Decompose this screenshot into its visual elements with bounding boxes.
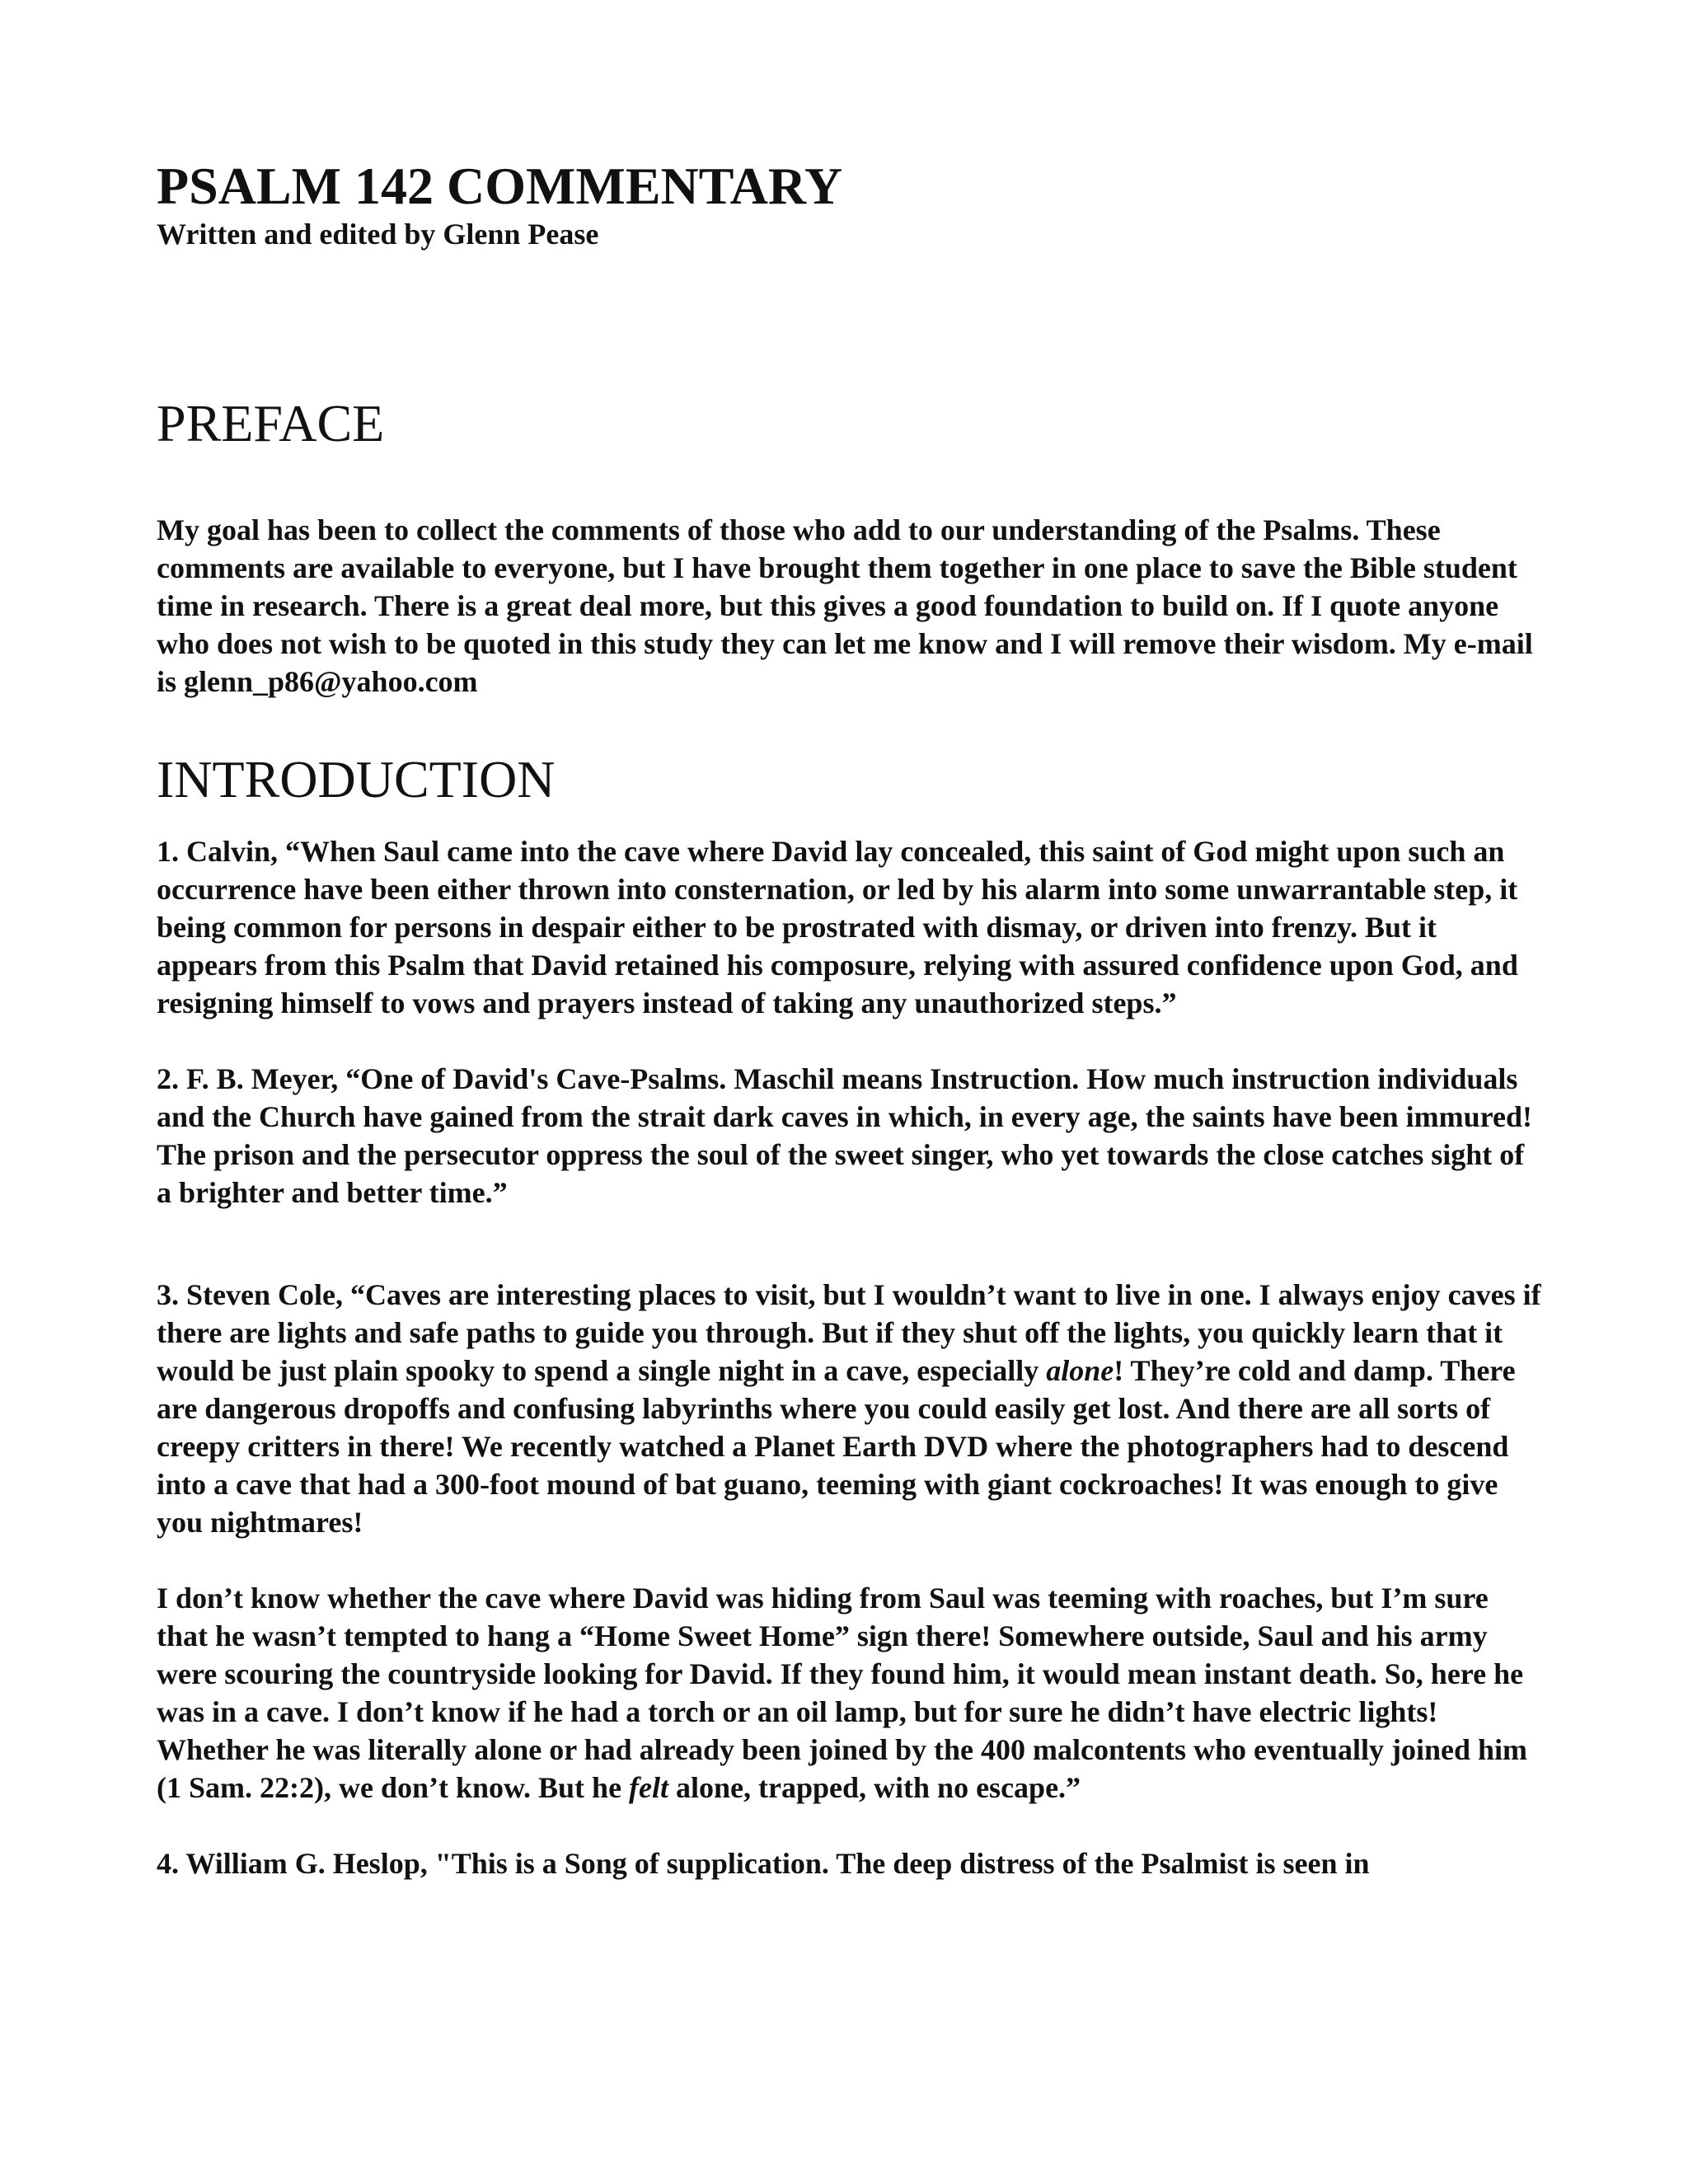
preface-heading: PREFACE (157, 394, 385, 452)
intro-item-3-continued-text-a: I don’t know whether the cave where David was hiding from Saul was teeming with roaches, but I’m sure that he wasn’t tempted to hang a “Home Sweet Home” sign there! Somewhere outside, Saul and his army were scouring the countryside looking for David. If they found him, it would mean instant death. So, here he was in a cave. I don’t know if he had a torch or an oil lamp, but for sure he didn’t have electric lights! Whether he was literally alone or had already been joined by the 400 malcontents who eventually joined him (1 Sam. 22:2), we don’t know. But he (157, 1582, 1528, 1804)
intro-item-3-continued-emphasis: felt (629, 1771, 669, 1804)
intro-item-3 (157, 1276, 1541, 1541)
document-page (157, 157, 1541, 1882)
introduction-heading: INTRODUCTION (157, 750, 556, 808)
intro-item-3-emphasis: alone (1046, 1354, 1114, 1387)
document-title: PSALM 142 COMMENTARY (157, 157, 843, 215)
intro-item-3-continued (157, 1579, 1541, 1807)
intro-item-4: 4. William G. Heslop, "This is a Song of supplication. The deep distress of the Psalmist is seen in (157, 1847, 1370, 1880)
intro-item-1: 1. Calvin, “When Saul came into the cave where David lay concealed, this saint of God might upon such an occurrence have been either thrown into consternation, or led by his alarm into some unwarrantable step, it being common for persons in despair either to be prostrated with dismay, or driven into frenzy. But it appears from this Psalm that David retained his composure, relying with assured confidence upon God, and resigning himself to vows and prayers instead of taking any unauthorized steps.” (157, 835, 1518, 1019)
intro-item-3-continued-text-b: alone, trapped, with no escape.” (668, 1771, 1081, 1804)
intro-item-2: 2. F. B. Meyer, “One of David's Cave-Psalms. Maschil means Instruction. How much instruction individuals and the Church have gained from the strait dark caves in which, in every age, the saints have been immured! The prison and the persecutor oppress the soul of the sweet singer, who yet towards the close catches sight of a brighter and better time.” (157, 1062, 1532, 1209)
intro-item-3-text-b: ! They’re cold and damp. There are dangerous dropoffs and confusing labyrinths where you could easily get lost. And there are all sorts of creepy critters in there! We recently watched a Planet Earth DVD where the photographers had to descend into a cave that had a 300-foot mound of bat guano, teeming with giant cockroaches! It was enough to give you nightmares! (157, 1354, 1516, 1539)
document-subtitle: Written and edited by Glenn Pease (157, 218, 599, 251)
intro-item-3-text-a: 3. Steven Cole, “Caves are interesting places to visit, but I wouldn’t want to live in one. I always enjoy caves if there are lights and safe paths to guide you through. But if they shut off the lights, you quickly learn that it would be just plain spooky to spend a single night in a cave, especially (157, 1278, 1541, 1387)
preface-paragraph: My goal has been to collect the comments of those who add to our understanding of the Psalms. These comments are available to everyone, but I have brought them together in one place to save the Bible student time in research. There is a great deal more, but this gives a good foundation to build on. If I quote anyone who does not wish to be quoted in this study they can let me know and I will remove their wisdom. My e-mail is glenn_p86@yahoo.com (157, 513, 1533, 698)
